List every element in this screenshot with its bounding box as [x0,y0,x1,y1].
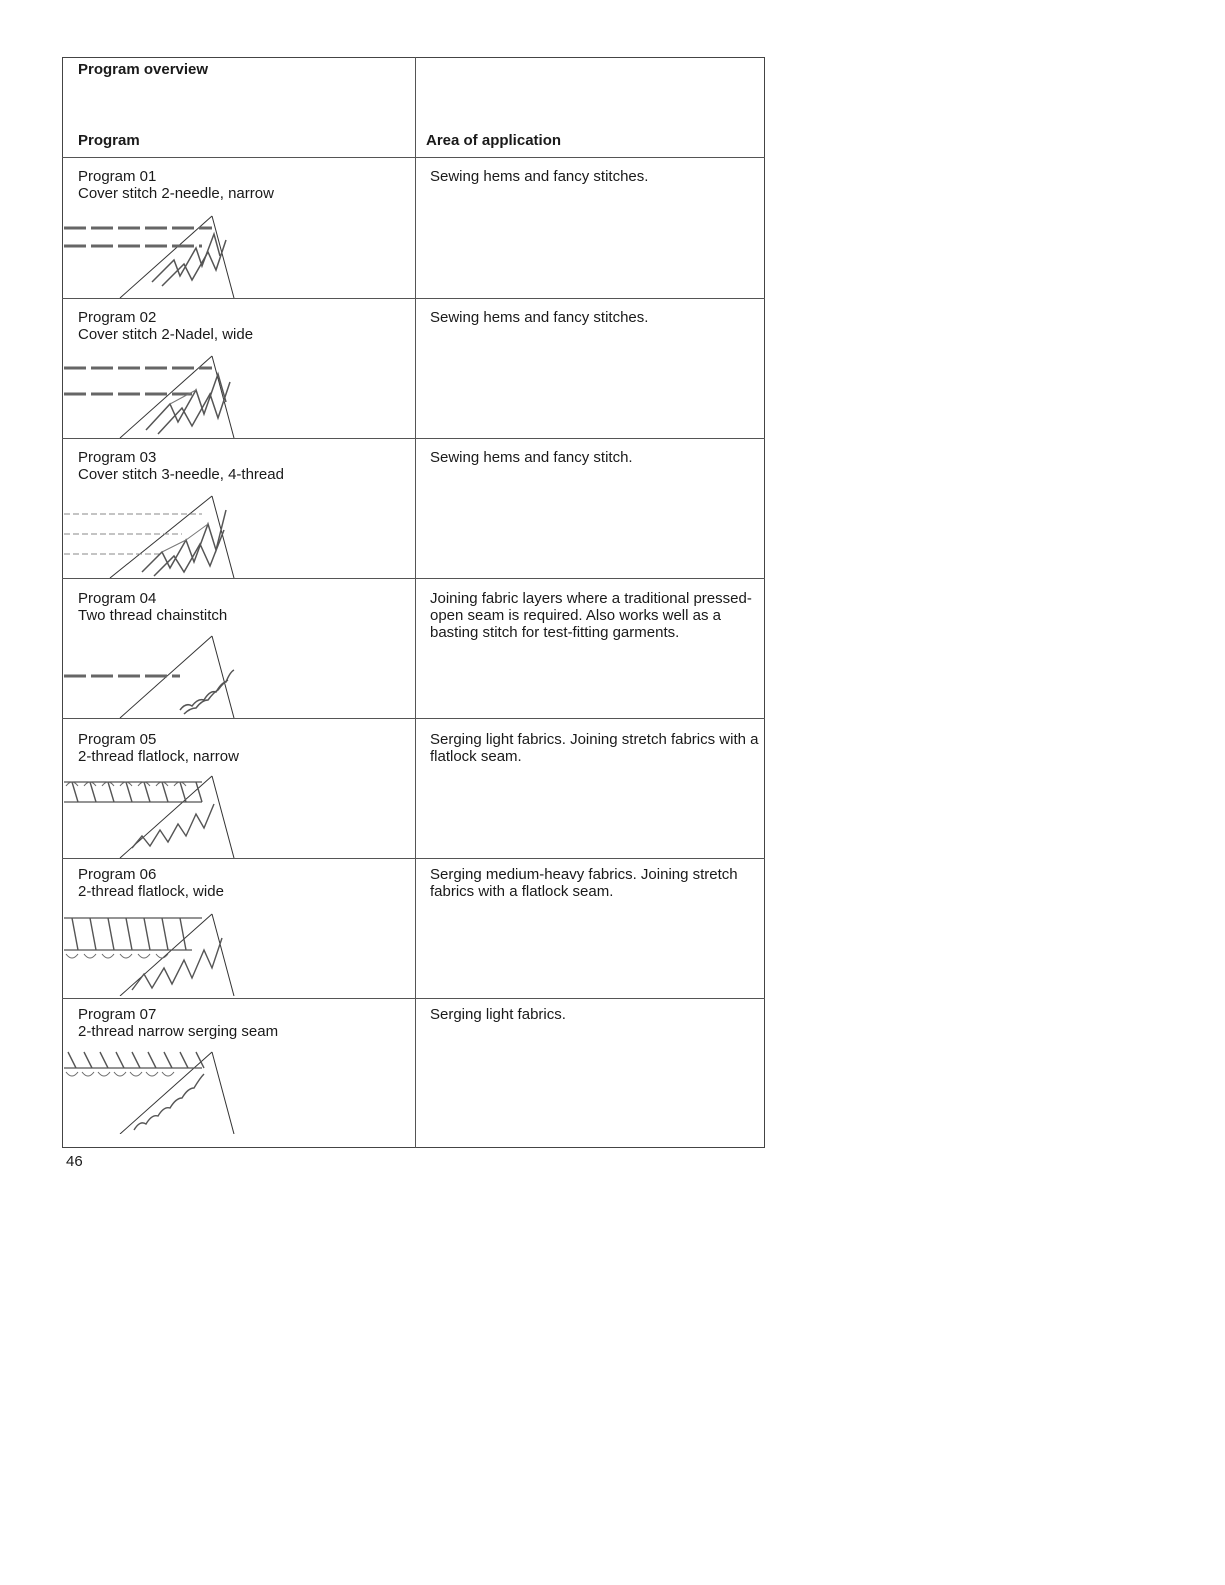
row-divider [62,998,765,999]
table-title: Program overview [78,61,209,78]
cover-stitch-2-needle-narrow-icon [62,212,242,298]
program-04-description: Two thread chainstitch [78,607,228,624]
program-05-title: Program 05 [78,731,157,748]
program-01-description: Cover stitch 2-needle, narrow [78,185,274,202]
row-divider [62,157,765,158]
program-07-description: 2-thread narrow serging seam [78,1023,279,1040]
row-divider [62,858,765,859]
column-divider [415,57,416,1148]
program-03-application: Sewing hems and fancy stitch. [430,449,633,466]
flatlock-narrow-icon [62,772,242,858]
program-02-description: Cover stitch 2-Nadel, wide [78,326,254,343]
page-number: 46 [66,1153,83,1170]
program-03-title: Program 03 [78,449,157,466]
chainstitch-icon [62,632,242,718]
program-06-description: 2-thread flatlock, wide [78,883,224,900]
column-header-application: Area of application [426,132,562,149]
row-divider [62,718,765,719]
program-05-application: Serging light fabrics. Joining stretch fabrics with a flatlock seam. [430,731,759,765]
column-header-program: Program [78,132,140,149]
cover-stitch-3-needle-icon [62,492,242,578]
row-divider [62,298,765,299]
program-04-application: Joining fabric layers where a traditional pressed-open seam is required. Also works well as a basting stitch for test-fitting garments. [430,590,752,641]
row-divider [62,438,765,439]
program-07-title: Program 07 [78,1006,157,1023]
narrow-serging-icon [62,1048,242,1134]
program-02-application: Sewing hems and fancy stitches. [430,309,649,326]
program-07-application: Serging light fabrics. [430,1006,566,1023]
row-divider [62,578,765,579]
program-01-title: Program 01 [78,168,157,185]
flatlock-wide-icon [62,910,242,996]
program-03-description: Cover stitch 3-needle, 4-thread [78,466,284,483]
program-06-application: Serging medium-heavy fabrics. Joining stretch fabrics with a flatlock seam. [430,866,738,900]
program-01-application: Sewing hems and fancy stitches. [430,168,649,185]
cover-stitch-2-needle-wide-icon [62,352,242,438]
program-04-title: Program 04 [78,590,157,607]
program-02-title: Program 02 [78,309,157,326]
program-05-description: 2-thread flatlock, narrow [78,748,239,765]
program-06-title: Program 06 [78,866,157,883]
